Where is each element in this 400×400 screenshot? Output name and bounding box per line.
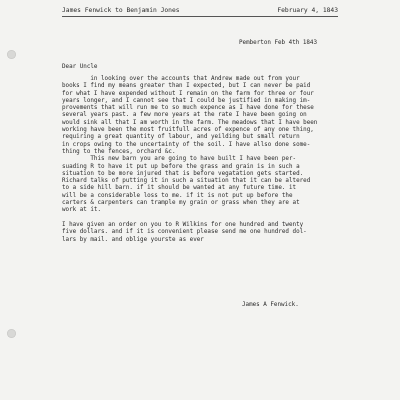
body-line: requiring a great quantity of labour, and yeilding but small return <box>62 134 300 141</box>
body-line: in crops owing to the uncertainty of the soil. I have allso done some- <box>62 141 311 148</box>
header-date: February 4, 1843 <box>277 7 338 14</box>
body-line: will be a considerable loss to me. if it is not put up before the <box>62 192 293 199</box>
body-line: Richard talks of putting it in such a situation that it can be altered <box>62 178 311 185</box>
letter-body <box>62 76 362 244</box>
body-line: to a side hill barn. if it should be wanted at any future time. it <box>62 185 297 192</box>
body-line <box>62 215 362 222</box>
body-line: situation to be more injured that is before vegatation gets started. <box>62 170 304 177</box>
body-line: several years past. a few more years at the rate I have been going on <box>62 112 307 119</box>
body-line: provements that will run me to so much expence as I have done for these <box>62 105 314 112</box>
header-rule <box>62 16 338 17</box>
letter-place-date: Pemberton Feb 4th 1843 <box>239 40 318 46</box>
letter-salutation: Dear Uncle <box>62 64 98 70</box>
body-line: This new barn you are going to have built I have been per- <box>62 156 297 163</box>
punch-hole-top <box>7 50 16 59</box>
punch-hole-bottom <box>7 329 16 338</box>
document-header <box>62 7 338 14</box>
body-line: lars by mail. and oblige yourste as ever <box>62 236 204 243</box>
header-correspondents: James Fenwick to Benjamin Jones <box>62 7 180 14</box>
body-line: would sink all that I am worth in the farm. The meadows that I have been <box>62 119 318 126</box>
body-line: books I find my means greater than I expected, but I can never be paid <box>62 83 311 90</box>
body-line: carters & carpenters can trample my grain or grass when they are at <box>62 200 300 207</box>
body-line: work at it. <box>62 207 102 214</box>
letter-signature: James A Fenwick. <box>242 302 299 308</box>
body-line: five dollars. and if it is convenient please send me one hundred dol- <box>62 229 307 236</box>
body-line: working have been the most fruitfull acres of expence of any one thing, <box>62 127 314 134</box>
body-line: suading R to have it put up before the grass and grain is in such a <box>62 163 300 170</box>
body-line: in looking over the accounts that Andrew made out from your <box>62 76 300 82</box>
body-line: years longer, and I cannot see that I could be justified in making im- <box>62 97 311 104</box>
body-line: I have given an order on you to R Wilkins for one hundred and twenty <box>62 221 304 228</box>
body-line: thing to the fences, orchard &c. <box>62 148 176 155</box>
body-line: for what I have expended without I remain on the farm for three or four <box>62 90 314 97</box>
